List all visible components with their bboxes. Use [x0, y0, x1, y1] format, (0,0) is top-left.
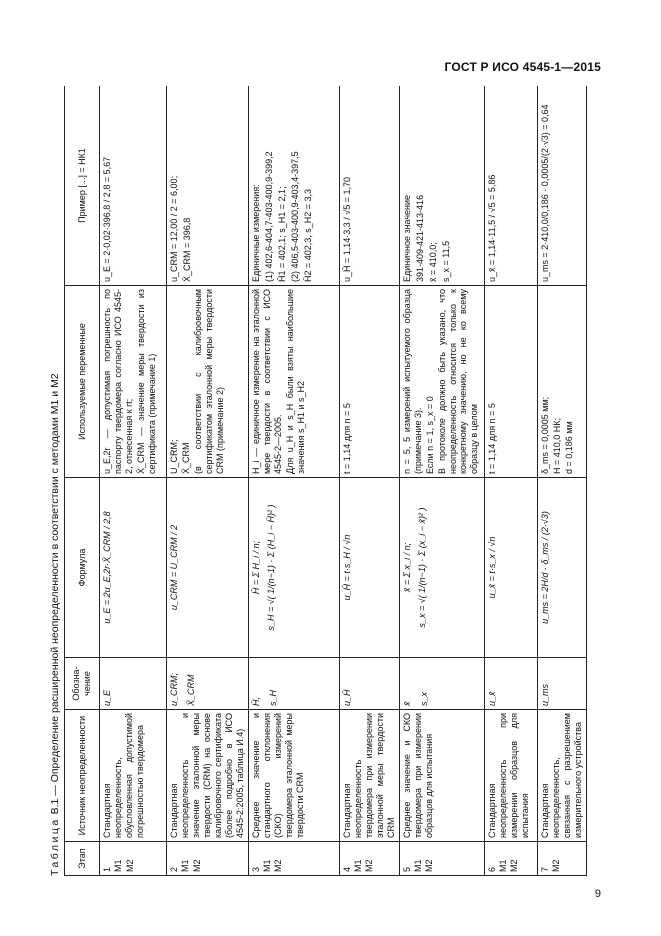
- stage-cell: [167, 842, 249, 876]
- designation-item: s_x: [418, 691, 429, 706]
- stage-cell: [248, 842, 339, 876]
- stage-number: 2: [169, 866, 179, 872]
- formula-cell: [167, 478, 249, 658]
- col-header-example: Пример [...] = НК1: [65, 86, 100, 286]
- variables-cell: [100, 286, 167, 478]
- stage-method: М1: [353, 859, 364, 872]
- formula-cell: [484, 478, 537, 658]
- variables-cell: [537, 286, 586, 478]
- standard-header: ГОСТ Р ИСО 4545-1—2015: [444, 60, 601, 74]
- formula-cell: [248, 478, 339, 658]
- example-cell: [248, 86, 339, 286]
- variable-item: Если n = 1, s_x = 0: [424, 396, 435, 474]
- designation-item: u_E: [102, 689, 112, 706]
- example-item: s_x = 11,5: [440, 240, 451, 282]
- designation-item: u_ms: [539, 683, 550, 706]
- designation-cell: [484, 658, 537, 710]
- stage-number: 5: [401, 866, 412, 872]
- example-item: 391-409-421-413-416: [414, 194, 425, 282]
- col-header-formula: Формула: [65, 478, 100, 658]
- formula-item: s_H = √( 1/(n−1) · Σ (H_i − H̄)² ): [265, 504, 276, 631]
- source-cell: Стандартная неопределенность твердомера при измерении эталонной меры твердости CRM: [339, 710, 399, 842]
- example-item: u_E = 2·0,02·396,8 / 2,8 = 5,67: [102, 156, 112, 282]
- page-number: 9: [594, 888, 601, 900]
- example-item: Единичные измерения:: [250, 184, 261, 282]
- table-row: [484, 86, 537, 876]
- variable-item: n = 5, 5 измерений испытуемого образца (примечание 3).: [401, 289, 423, 474]
- source-cell: Стандартная неопределенность, обусловленная допустимой погрешностью твердомера: [100, 710, 167, 842]
- formula-cell: [100, 478, 167, 658]
- variable-item: t = 1,14 для n = 5: [341, 403, 352, 474]
- table-row: [537, 86, 586, 876]
- stage-method: М2: [124, 859, 135, 872]
- variable-item: u_E,2r — допустимая погрешность по паспорту твердомера согласно ИСО 4545-2, отнесенная к rt;: [102, 289, 134, 474]
- rotated-table-area: [46, 86, 592, 876]
- example-item: X̄_CRM = 396,8: [181, 217, 192, 282]
- stage-method: М2: [550, 859, 561, 872]
- variables-cell: [167, 286, 249, 478]
- stage-method: М1: [497, 859, 508, 872]
- example-cell: [100, 86, 167, 286]
- variables-cell: [248, 286, 339, 478]
- designation-cell: [399, 658, 484, 710]
- variables-cell: [484, 286, 537, 478]
- variable-item: U_CRM;: [169, 439, 179, 474]
- variable-item: d = 0,186 мм: [563, 421, 574, 474]
- table-row: [248, 86, 339, 876]
- stage-cell: [339, 842, 399, 876]
- formula-item: u_H̄ = t·s_H / √n: [341, 534, 352, 601]
- col-header-source: Источник неопределенности: [65, 710, 100, 842]
- variable-item: t = 1,14 для n = 5: [486, 403, 497, 474]
- stage-number: 1: [102, 866, 112, 872]
- variable-item: Для u_H и s_H были взяты наибольшие значения s_H1 и s_H2: [284, 289, 306, 474]
- example-item: (2) 406,5-403-400,9-403,4-397,5: [289, 151, 300, 282]
- variable-item: (в соответствии с калибровочным сертификатом эталонной меры твердости CRM (примечание 2): [192, 289, 225, 474]
- stage-method: М2: [191, 859, 202, 872]
- designation-cell: [167, 658, 249, 710]
- formula-item: s_x = √( 1/(n−1) · Σ (x_i − x̄)² ): [416, 507, 427, 628]
- variable-item: δ_ms = 0,0005 мм;: [539, 396, 550, 474]
- stage-method: М2: [273, 859, 284, 872]
- variable-item: X̄_CRM — значение меры твердости из сертификата (примечание 1): [135, 289, 157, 474]
- example-item: H̄1 = 402,1; s_H1 = 2,1;: [276, 186, 287, 282]
- designation-item: u_x̄: [486, 691, 497, 706]
- formula-item: u_CRM = U_CRM / 2: [169, 524, 179, 611]
- formula-item: u_E = 2u_E,2r·X̄_CRM / 2,8: [102, 511, 112, 624]
- variables-cell: [339, 286, 399, 478]
- example-cell: [399, 86, 484, 286]
- table-caption: [46, 86, 64, 876]
- example-item: H̄2 = 402,3, s_H2 = 3,3: [302, 188, 313, 282]
- stage-method: М1: [262, 859, 273, 872]
- designation-cell: [339, 658, 399, 710]
- stage-cell: [484, 842, 537, 876]
- stage-method: М1: [180, 859, 191, 872]
- designation-cell: [248, 658, 339, 710]
- example-item: (1) 402,6-404,7-403-400,9-399,2: [263, 151, 274, 282]
- formula-cell: [339, 478, 399, 658]
- formula-cell: [399, 478, 484, 658]
- variables-cell: [399, 286, 484, 478]
- caption-label: Таблица: [49, 817, 61, 876]
- table-row: [339, 86, 399, 876]
- designation-item: X̄_CRM: [185, 674, 196, 706]
- stage-number: 4: [341, 866, 352, 872]
- table-row: [100, 86, 167, 876]
- designation-item: u_H̄: [341, 689, 352, 706]
- formula-item: u_x̄ = t·s_x / √n: [486, 536, 497, 599]
- example-cell: [537, 86, 586, 286]
- example-cell: [484, 86, 537, 286]
- formula-item: H̄ = Σ H_i / n;: [250, 540, 261, 595]
- stage-number: 6: [486, 866, 497, 872]
- designation-item: H̄,: [250, 697, 261, 706]
- example-cell: [339, 86, 399, 286]
- stage-cell: [399, 842, 484, 876]
- stage-method: М2: [509, 859, 520, 872]
- table-row: [167, 86, 249, 876]
- source-cell: Стандартная неопределенность, связанная с разрешением измерительного устройства: [537, 710, 586, 842]
- caption-text: В.1 — Определение расширенной неопределенности в соответствии с методами М1 и М2: [49, 373, 61, 815]
- formula-cell: [537, 478, 586, 658]
- col-header-designation: Обозна-чение: [65, 658, 100, 710]
- stage-number: 7: [539, 866, 550, 872]
- variable-item: X̄_CRM: [180, 442, 191, 474]
- source-cell: Стандартная неопределенность при измерении образцов для испытания: [484, 710, 537, 842]
- stage-method: М2: [424, 859, 435, 872]
- designation-cell: [537, 658, 586, 710]
- table-row: [399, 86, 484, 876]
- example-item: u_H̄ = 1,14·3,3 / √5 = 1,70: [341, 176, 352, 282]
- example-item: u_CRM = 12,00 / 2 = 6,00;: [169, 175, 179, 282]
- rotated-content: [46, 86, 592, 876]
- stage-method: М1: [113, 859, 124, 872]
- formula-item: u_ms = 2H/d · δ_ms / (2·√3): [539, 511, 550, 624]
- example-item: x̄ = 410,0;: [427, 242, 438, 282]
- table-header-row: [65, 86, 100, 876]
- stage-number: 3: [250, 866, 261, 872]
- stage-method: М1: [412, 859, 423, 872]
- source-cell: Стандартная неопределенность и значение эталонной меры твердости (CRM) на основе калибровочного сертификата (более подробно в ИСО 4545-2:2005, таблица И.4): [167, 710, 249, 842]
- source-cell: Среднее значение и СКО твердомера при измерении образцов для испытания: [399, 710, 484, 842]
- uncertainty-table: [64, 86, 587, 876]
- example-item: u_x̄ = 1,14·11,5 / √5 = 5,86: [486, 174, 497, 282]
- formula-item: x̄ = Σ x_i / n;: [401, 542, 412, 593]
- designation-item: u_CRM;: [169, 672, 179, 706]
- example-cell: [167, 86, 249, 286]
- stage-cell: [537, 842, 586, 876]
- example-item: Единичное значение: [401, 194, 412, 282]
- col-header-stage: Этап: [65, 842, 100, 876]
- designation-cell: [100, 658, 167, 710]
- col-header-variables: Используемые переменные: [65, 286, 100, 478]
- stage-cell: [100, 842, 167, 876]
- designation-item: s_H: [267, 689, 278, 706]
- variable-item: В протоколе должно быть указано, что неопределенность относится только к конкретному значению, но не ко всему образцу в целом: [436, 289, 480, 474]
- stage-method: М2: [364, 859, 375, 872]
- variable-item: H_i — единичное измерение на эталонной мере твердости в соответствии с ИСО 4545-2—2005.: [250, 289, 283, 474]
- example-item: u_ms = 2·410,0/0,186 · 0,0005/(2·√3) = 0,64: [539, 104, 550, 282]
- variable-item: H = 410,0 НК;: [551, 417, 562, 474]
- source-cell: Среднее значение и стандартного отклонения (СКО) измерений твердомера эталонной меры твердости CRM: [248, 710, 339, 842]
- designation-item: x̄: [401, 701, 412, 706]
